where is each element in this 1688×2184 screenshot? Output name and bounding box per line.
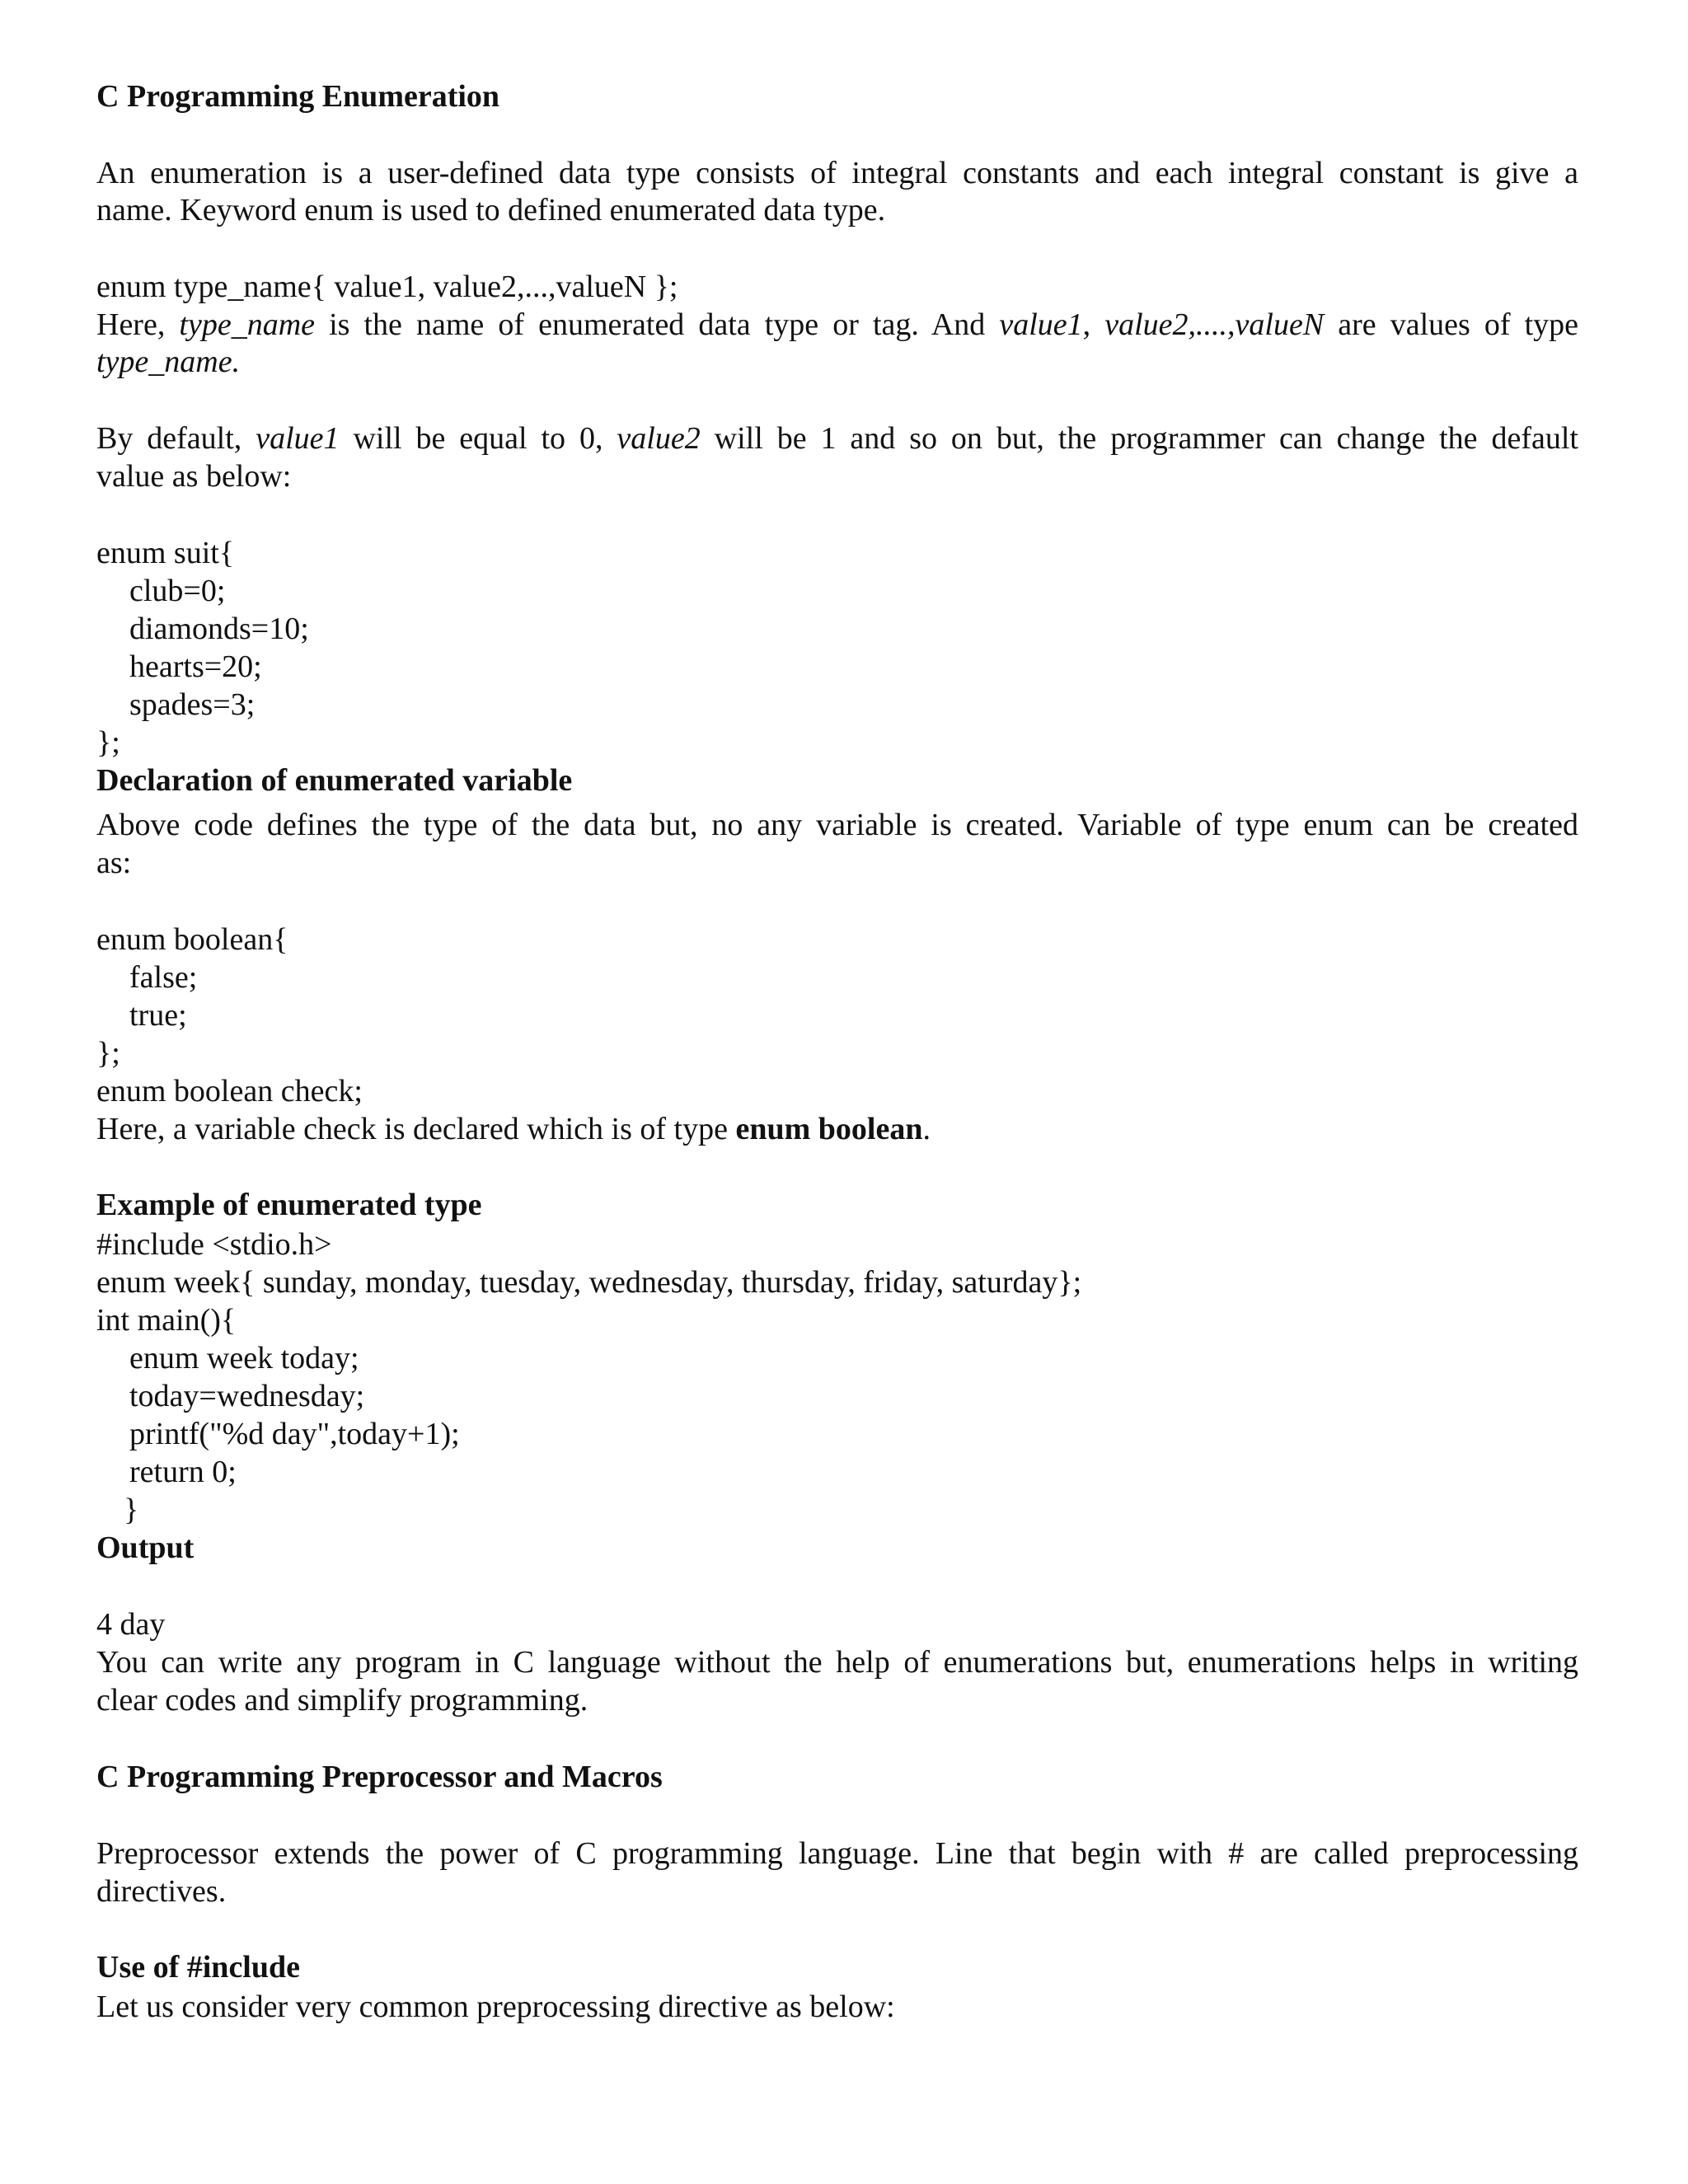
code-line: enum week{ sunday, monday, tuesday, wednesday, thursday, friday, saturday};: [96, 1265, 1082, 1300]
code-line: true;: [129, 998, 187, 1033]
enum-syntax-line: enum type_name{ value1, value2,...,valueN };: [96, 269, 678, 304]
code-line: enum boolean{: [96, 922, 288, 957]
closing-line-2: clear codes and simplify programming.: [96, 1683, 588, 1718]
here-type-name-line: [96, 306, 1578, 344]
code-line: today=wednesday;: [129, 1379, 365, 1413]
here-value1: value1: [999, 307, 1083, 342]
code-line: enum boolean check;: [96, 1074, 363, 1108]
default-value1: value1: [256, 421, 340, 456]
declaration-here-prefix: Here, a variable check is declared which is of type: [96, 1112, 736, 1146]
code-line: int main(){: [96, 1303, 237, 1338]
code-line: club=0;: [129, 574, 226, 608]
include-text: Let us consider very common preprocessing directive as below:: [96, 1990, 895, 2024]
code-line: enum week today;: [129, 1341, 359, 1376]
code-line: };: [96, 1036, 120, 1071]
code-line: hearts=20;: [129, 649, 262, 684]
declaration-text-line-1: Above code defines the type of the data but, no any variable is created. Variable of type enum can be created: [96, 808, 1578, 842]
page-title-enumeration: C Programming Enumeration: [96, 79, 500, 114]
intro-line-2: name. Keyword enum is used to defined enumerated data type.: [96, 193, 886, 227]
declaration-here-line: [96, 1110, 931, 1148]
default-line-1: [96, 419, 1578, 457]
declaration-here-bold: enum boolean: [735, 1112, 923, 1146]
code-line: enum suit{: [96, 536, 235, 570]
here-suffix: are values of type: [1324, 307, 1579, 342]
declaration-here-suffix: .: [922, 1112, 931, 1146]
section-heading-example: Example of enumerated type: [96, 1188, 482, 1222]
intro-line-1: An enumeration is a user-defined data type consists of integral constants and each integral constant is give a: [96, 156, 1578, 190]
code-line: return 0;: [129, 1455, 237, 1489]
output-heading: Output: [96, 1530, 195, 1565]
code-line: diamonds=10;: [129, 612, 309, 646]
default-line-2: value as below:: [96, 459, 292, 494]
declaration-text-line-2: as:: [96, 846, 132, 880]
here-sep1: ,: [1082, 307, 1105, 342]
default-value2: value2: [617, 421, 701, 456]
here-value2: value2,....,valueN: [1104, 307, 1325, 342]
preprocessor-text-line-2: directives.: [96, 1874, 227, 1909]
code-line: spades=3;: [129, 687, 256, 722]
page-title-preprocessor: C Programming Preprocessor and Macros: [96, 1760, 663, 1794]
default-suffix: will be 1 and so on but, the programmer can change the default: [700, 421, 1578, 456]
code-line: printf("%d day",today+1);: [129, 1417, 460, 1451]
output-value: 4 day: [96, 1607, 166, 1642]
code-line: }: [124, 1493, 139, 1527]
here-mid: is the name of enumerated data type or tag. And: [315, 307, 1000, 342]
code-line: #include <stdio.h>: [96, 1227, 332, 1262]
default-mid: will be equal to 0,: [339, 421, 617, 456]
preprocessor-text-line-1: Preprocessor extends the power of C programming language. Line that begin with # are called preprocessing: [96, 1836, 1578, 1871]
here-type-name: type_name: [179, 307, 316, 342]
here-prefix: Here,: [96, 307, 180, 342]
here-line-2: type_name.: [96, 344, 241, 379]
default-prefix: By default,: [96, 421, 256, 456]
code-line: false;: [129, 960, 198, 995]
section-heading-declaration: Declaration of enumerated variable: [96, 763, 573, 798]
code-line: };: [96, 725, 120, 760]
section-heading-include: Use of #include: [96, 1950, 300, 1985]
closing-line-1: You can write any program in C language without the help of enumerations but, enumerations helps in writing: [96, 1645, 1578, 1680]
